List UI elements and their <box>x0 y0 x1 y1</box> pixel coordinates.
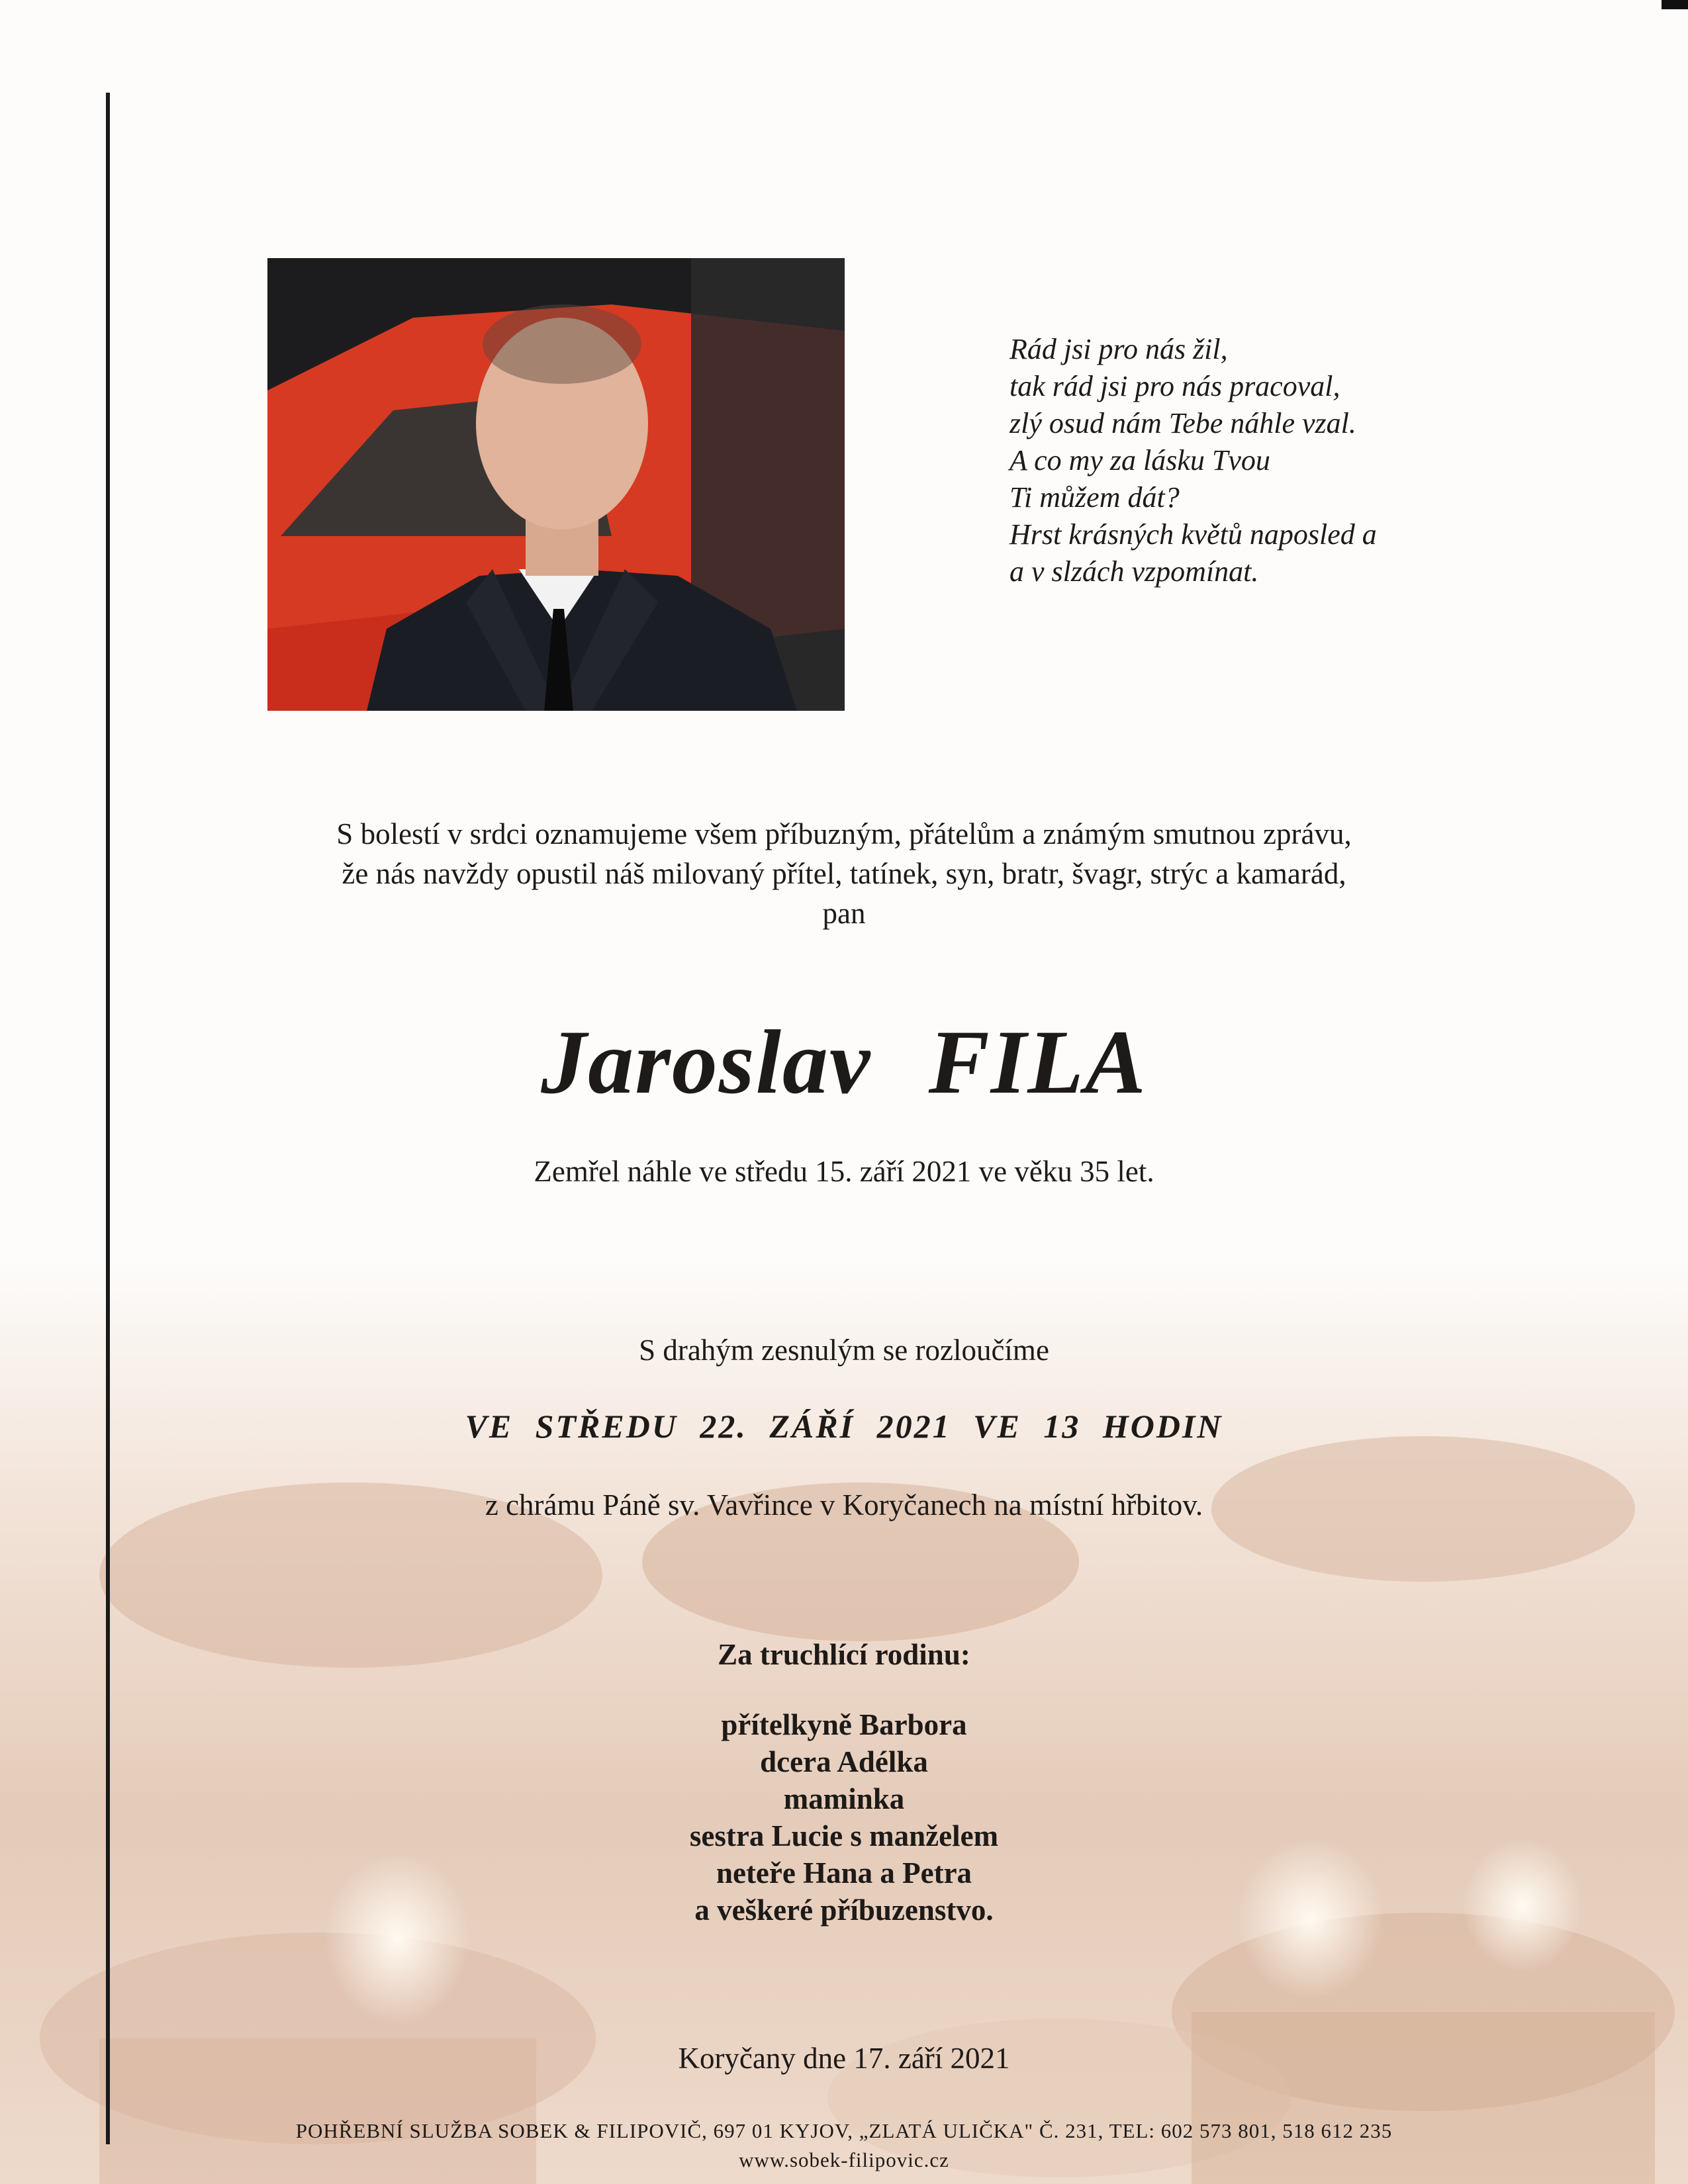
corner-mark <box>1662 0 1688 9</box>
family-member: neteře Hana a Petra <box>716 1856 972 1889</box>
footer <box>199 2116 1489 2175</box>
poem-line: tak rád jsi pro nás pracoval, <box>1009 370 1340 402</box>
portrait-photo <box>267 258 845 711</box>
deceased-name <box>199 1006 1489 1118</box>
last-name: FILA <box>928 1011 1147 1113</box>
poem-line: Ti můžem dát? <box>1009 481 1180 514</box>
family-member: maminka <box>783 1782 905 1815</box>
family-member: a veškeré příbuzenstvo. <box>694 1893 994 1927</box>
family-list <box>199 1706 1489 1929</box>
announcement <box>199 814 1489 933</box>
announcement-line: že nás navždy opustil náš milovaný přítel, tatínek, syn, bratr, švagr, strýc a kamarád, <box>342 857 1346 890</box>
left-border-line <box>106 93 110 2144</box>
farewell-time: VE STŘEDU 22. ZÁŘÍ 2021 VE 13 HODIN <box>465 1408 1223 1445</box>
announcement-line: pan <box>822 897 866 930</box>
family-member: přítelkyně Barbora <box>721 1708 967 1741</box>
poem-line: Rád jsi pro nás žil, <box>1009 333 1228 365</box>
farewell-intro: S drahým zesnulým se rozloučíme <box>639 1334 1049 1367</box>
family-member: sestra Lucie s manželem <box>689 1819 999 1852</box>
announcement-line: S bolestí v srdci oznamujeme všem příbuzným, přátelům a známým smutnou zprávu, <box>336 817 1352 850</box>
death-note: Zemřel náhle ve středu 15. září 2021 ve věku 35 let. <box>534 1155 1154 1188</box>
dateline: Koryčany dne 17. září 2021 <box>678 2042 1010 2075</box>
first-name: Jaroslav <box>541 1011 872 1113</box>
family-member: dcera Adélka <box>760 1745 928 1778</box>
footer-company: POHŘEBNÍ SLUŽBA SOBEK & FILIPOVIČ, 697 01 KYJOV, „ZLATÁ ULIČKA" Č. 231, TEL: 602 573 801, 518 612 235 <box>295 2119 1393 2142</box>
poem-line: A co my za lásku Tvou <box>1009 444 1270 477</box>
family-heading: Za truchlící rodinu: <box>718 1638 970 1671</box>
farewell-place: z chrámu Páně sv. Vavřince v Koryčanech na místní hřbitov. <box>485 1488 1203 1522</box>
poem-line: a v slzách vzpomínat. <box>1009 555 1259 588</box>
poem <box>1009 331 1526 590</box>
poem-line: Hrst krásných květů naposled a <box>1009 518 1377 551</box>
footer-website: www.sobek-filipovic.cz <box>739 2148 949 2171</box>
poem-line: zlý osud nám Tebe náhle vzal. <box>1009 407 1356 439</box>
